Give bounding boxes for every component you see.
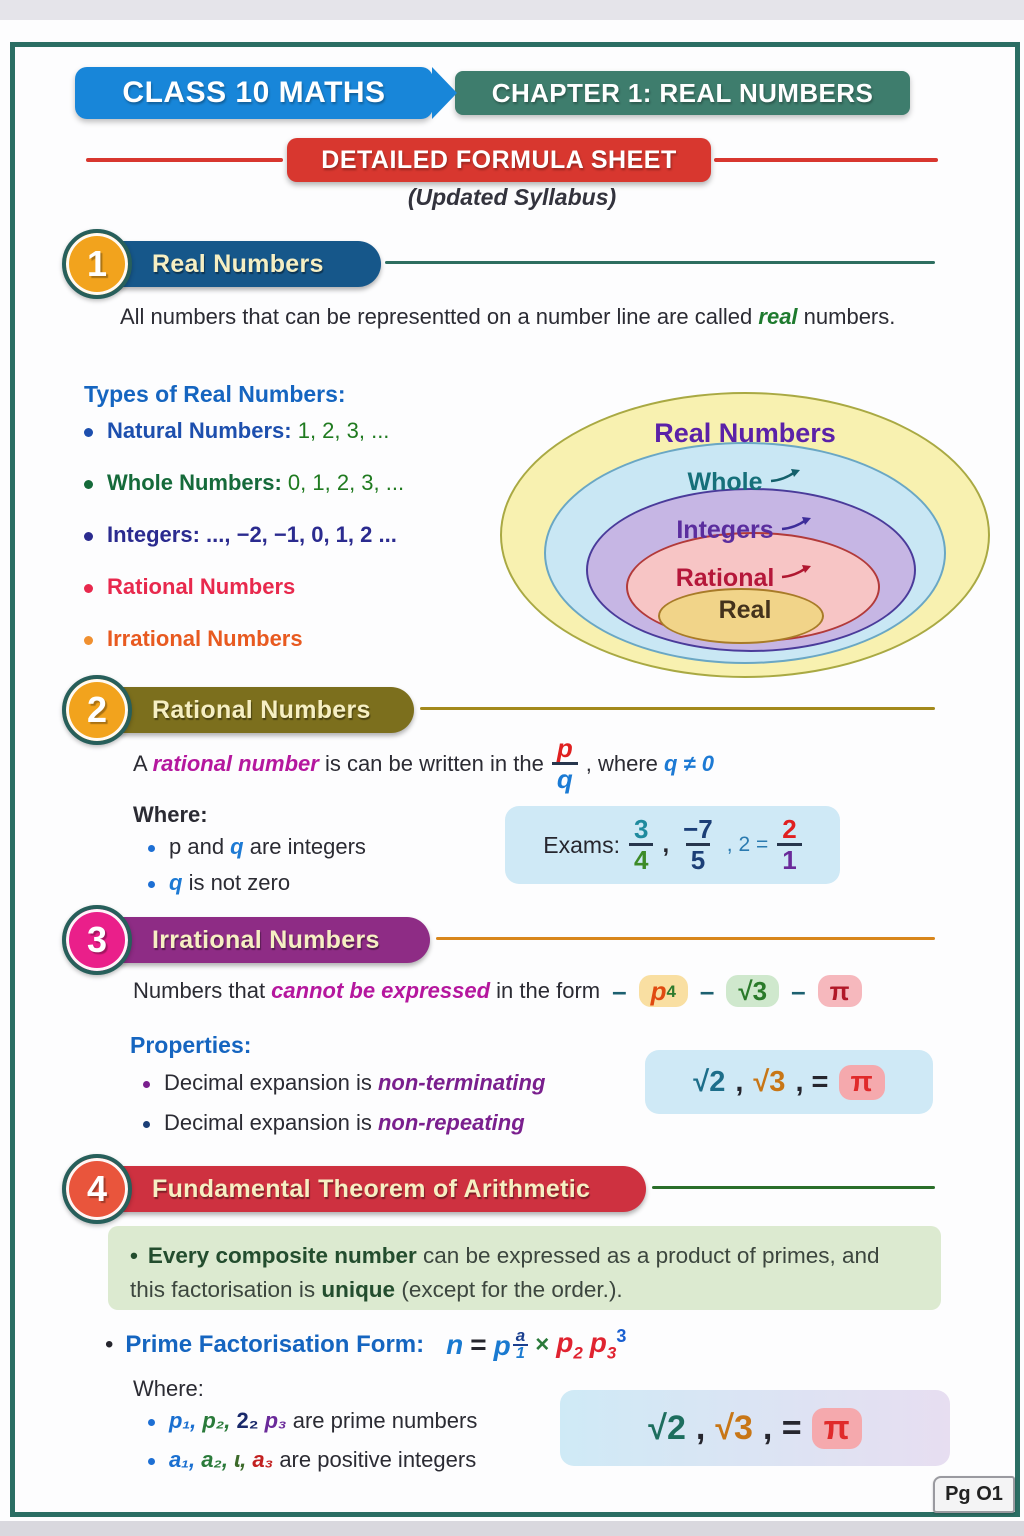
comma: ,: [695, 1408, 706, 1447]
section3-rule: [436, 937, 935, 940]
chapter-title: CHAPTER 1: REAL NUMBERS: [491, 77, 874, 108]
page-number-badge: [933, 1476, 1015, 1513]
curved-arrow-icon: [769, 468, 803, 484]
class-title-badge: [75, 67, 433, 119]
section4-title: Fundamental Theorem of Arithmetic: [152, 1174, 591, 1203]
section1-title-pill: [96, 241, 381, 287]
section3-number-circle: [62, 905, 132, 975]
fraction-3-4: $\frac{3}{4}$: [629, 816, 653, 875]
comma: ,: [735, 1065, 744, 1098]
fraction-p-over-q: $\frac{p}{q}$: [552, 735, 578, 794]
bullet-dot: [84, 428, 93, 437]
bullet-dot: [84, 532, 93, 541]
sqrt3-badge: √3: [726, 975, 779, 1007]
section4-where-label: Where:: [133, 1376, 204, 1401]
section4-number-circle: [62, 1154, 132, 1224]
section2-title: Rational Numbers: [152, 695, 371, 724]
bullet-dot: [148, 845, 155, 852]
comma-equals: , =: [762, 1408, 802, 1447]
list-item-text: Irrational Numbers: [107, 626, 303, 651]
definition-text: Numbers that cannot be expressed in the form: [133, 978, 601, 1003]
divider-line-right: [714, 158, 938, 162]
properties-heading: Properties:: [130, 1032, 252, 1058]
list-item: [84, 574, 404, 600]
section2-title-pill: [96, 687, 414, 733]
list-item: [84, 626, 404, 652]
section1-rule: [385, 261, 935, 264]
list-item: [84, 470, 404, 496]
comma-equals: , =: [795, 1065, 829, 1098]
section3-bullet-1: Decimal expansion is non-terminating: [143, 1066, 545, 1100]
section2-number: 2: [86, 689, 108, 730]
list-item-text: Natural Numbers: 1, 2, 3, ...: [107, 418, 390, 443]
fraction-neg7-5: $\frac{-7}{5}$: [683, 813, 713, 875]
bullet-dot: [84, 584, 93, 593]
bullet-dot: [143, 1121, 150, 1128]
definition-pre: A rational number is can be written in the: [133, 751, 544, 777]
sqrt3-value: √3: [715, 1408, 753, 1447]
prime-factorisation-formula: n = p a 1 × $p_2$ $p_3^3$: [446, 1326, 627, 1363]
surds-examples-box: [560, 1390, 950, 1466]
definition-post: , where q ≠ 0: [585, 751, 714, 777]
bullet-dot: •: [105, 1330, 114, 1358]
theorem-statement: Every composite number can be expressed as a product of primes, and this factorisation is unique (except for the order.).: [130, 1243, 880, 1302]
section1-intro: All numbers that can be representted on a number line are called real numbers.: [120, 304, 896, 329]
section2-bullet-2: q is not zero: [148, 866, 290, 900]
pi-badge: π: [818, 975, 862, 1007]
section2-number-circle: [62, 675, 132, 745]
section3-title-pill: [96, 917, 430, 963]
section3-bullet-2: Decimal expansion is non-repeating: [143, 1106, 525, 1140]
sqrt2-value: √2: [648, 1408, 686, 1447]
page-number: Pg O1: [945, 1483, 1003, 1505]
curved-arrow-icon: [780, 516, 814, 532]
chapter-title-badge: [455, 71, 910, 115]
dash: –: [612, 975, 627, 1006]
separator: , 2 =: [726, 833, 769, 856]
section1-title: Real Numbers: [152, 249, 324, 278]
curved-arrow-icon: [780, 564, 814, 580]
bullet-dot: [84, 636, 93, 645]
venn-label-whole: Whole: [500, 468, 990, 497]
bullet-dot: [148, 881, 155, 888]
section3-number: 3: [86, 919, 108, 960]
prime-factorisation-label: Prime Factorisation Form:: [125, 1330, 425, 1358]
examples-box: [505, 806, 840, 884]
sheet-title-badge: [287, 138, 711, 182]
section3-title: Irrational Numbers: [152, 925, 380, 954]
section3-definition: [133, 975, 862, 1007]
real-numbers-venn-diagram: [500, 392, 990, 678]
bullet-dot: [143, 1081, 150, 1088]
list-item: [84, 418, 404, 444]
section4-bullet-1: p₁, p₂, 2₂ p₃ are prime numbers: [148, 1404, 477, 1438]
sqrt3-value: √3: [753, 1065, 786, 1098]
background-strip-bottom: [0, 1521, 1024, 1536]
dash: –: [791, 975, 806, 1006]
theorem-statement-box: [108, 1226, 941, 1310]
separator: ,: [662, 831, 670, 858]
fraction-2-1: $\frac{2}{1}$: [777, 816, 801, 875]
pi-value: π: [839, 1065, 885, 1100]
section1-number: 1: [86, 243, 108, 284]
section1-types-heading: Types of Real Numbers:: [84, 381, 346, 407]
list-item-text: Whole Numbers: 0, 1, 2, 3, ...: [107, 470, 405, 495]
section4-number: 4: [86, 1168, 108, 1209]
subtitle: (Updated Syllabus): [407, 184, 617, 210]
dash: –: [699, 975, 715, 1006]
sqrt2-value: √2: [693, 1065, 726, 1098]
section4-title-pill: [96, 1166, 646, 1212]
bullet-dot: [148, 1419, 155, 1426]
irrational-examples-box: [645, 1050, 933, 1114]
class-title: CLASS 10 MATHS: [122, 76, 386, 109]
section2-definition: [133, 735, 714, 794]
section2-rule: [420, 707, 935, 710]
background-strip-top: [0, 0, 1024, 20]
venn-label-integers: Integers: [500, 516, 990, 545]
bullet-dot: [148, 1458, 155, 1465]
list-item: [84, 522, 404, 548]
section2-bullet-1: p and q are integers: [148, 830, 366, 864]
venn-label-real: Real: [718, 596, 772, 624]
venn-label-rational: Rational: [500, 564, 990, 593]
bullet-dot: •: [130, 1243, 138, 1268]
p-over-4-badge: p 4: [639, 975, 688, 1007]
divider-line-left: [86, 158, 283, 162]
section1-number-circle: [62, 229, 132, 299]
list-item-text: Rational Numbers: [107, 574, 296, 599]
bullet-dot: [84, 480, 93, 489]
examples-label: Exams:: [543, 831, 620, 858]
section4-rule: [652, 1186, 935, 1189]
section1-types-list: [84, 418, 404, 678]
prime-factorisation-row: [105, 1326, 626, 1364]
venn-label-real-numbers: Real Numbers: [654, 418, 836, 448]
section2-where-label: Where:: [133, 802, 208, 827]
section4-bullet-2: a₁, a₂, ɩ, a₃ are positive integers: [148, 1443, 476, 1477]
sheet-title: DETAILED FORMULA SHEET: [321, 145, 677, 174]
pi-value: π: [812, 1408, 862, 1449]
list-item-text: Integers: ..., −2, −1, 0, 1, 2 ...: [107, 522, 397, 547]
